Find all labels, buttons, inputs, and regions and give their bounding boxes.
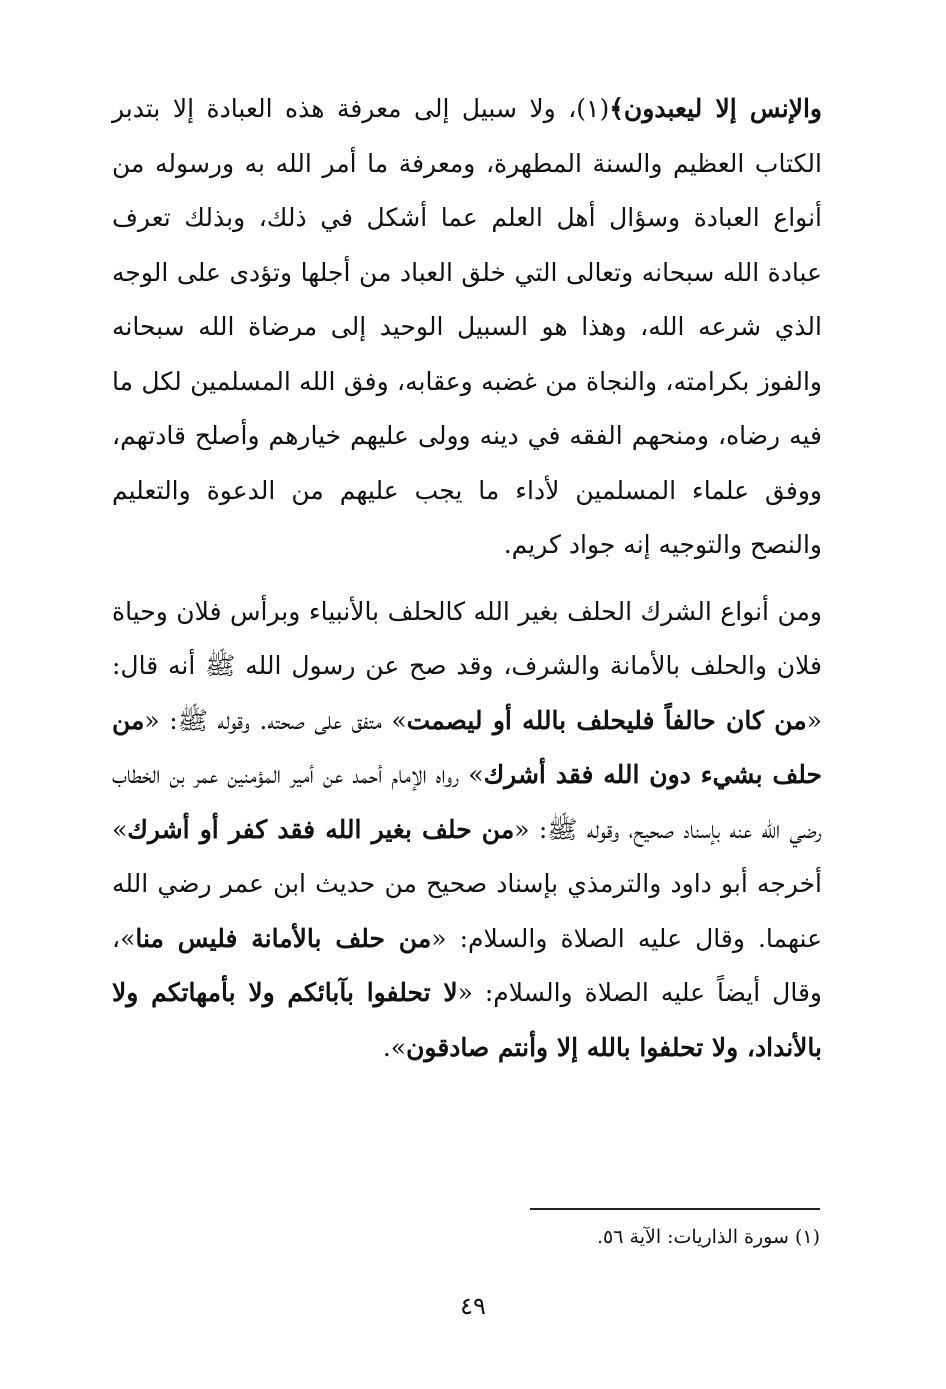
text-run: » رواه الإمام أحمد عن أمير المؤمنين عمر بن الخطاب رضي الله عنه بإسناد صحيح، وقوله ﷺ: « — [112, 760, 822, 844]
paragraph-2 — [112, 585, 822, 1076]
text-run: والإنس إلا ليعبدون﴾ — [609, 94, 823, 123]
page-number: ٤٩ — [460, 1292, 486, 1320]
text-run: »، وقال أيضاً عليه الصلاة والسلام: « — [112, 923, 822, 1007]
text-run: (١)، ولا سبيل إلى معرفة هذه العبادة إلا بتدبر الكتاب العظيم والسنة المطهرة، ومعرفة ما أمر الله به ورسوله من أنواع العبادة وسؤال أهل العلم عما أشكل في ذلك، وبذلك تعرف عبادة الله سبحانه وتعالى التي خلق العباد من أجلها وتؤدى على الوجه الذي شرعه الله، وهذا هو السبيل الوحيد إلى مرضاة الله سبحانه والفوز بكرامته، والنجاة من غضبه وعقابه، وفق الله المسلمين لكل ما فيه رضاه، ومنحهم الفقه في دينه وولى عليهم خيارهم وأصلح قادتهم، ووفق علماء المسلمين لأداء ما يجب عليهم من الدعوة والتعليم والنصح والتوجيه إنه جواد كريم. — [112, 94, 822, 559]
text-run: » أخرجه أبو داود والترمذي بإسناد صحيح من حديث ابن عمر رضي الله عنهما. وقال عليه الصلاة والسلام: « — [112, 814, 822, 953]
text-run: ومن أنواع الشرك الحلف بغير الله كالحلف بالأنبياء وبرأس فلان وحياة فلان والحلف بالأمانة والشرف، وقد صح عن رسول الله ﷺ أنه قال: « — [112, 596, 822, 735]
main-text — [112, 82, 822, 1075]
text-run: ». — [382, 1032, 407, 1062]
paragraph-1 — [112, 82, 822, 573]
hadith-quote: لا تحلفوا بآبائكم ولا بأمهاتكم ولا بالأنداد، ولا تحلفوا بالله إلا وأنتم صادقون — [112, 978, 822, 1062]
hadith-quote: من كان حالفاً فليحلف بالله أو ليصمت — [406, 705, 807, 735]
hadith-quote: من حلف بالأمانة فليس منا — [135, 923, 432, 953]
hadith-quote: من حلف بغير الله فقد كفر أو أشرك — [127, 814, 515, 844]
footnote-divider — [530, 1208, 820, 1210]
footnote: (١) سورة الذاريات: الآية ٥٦. — [597, 1226, 820, 1248]
hadith-quote: من حلف بشيء دون الله فقد أشرك — [112, 705, 822, 789]
text-run: » متفق على صحته. وقوله ﷺ: « — [144, 705, 407, 735]
